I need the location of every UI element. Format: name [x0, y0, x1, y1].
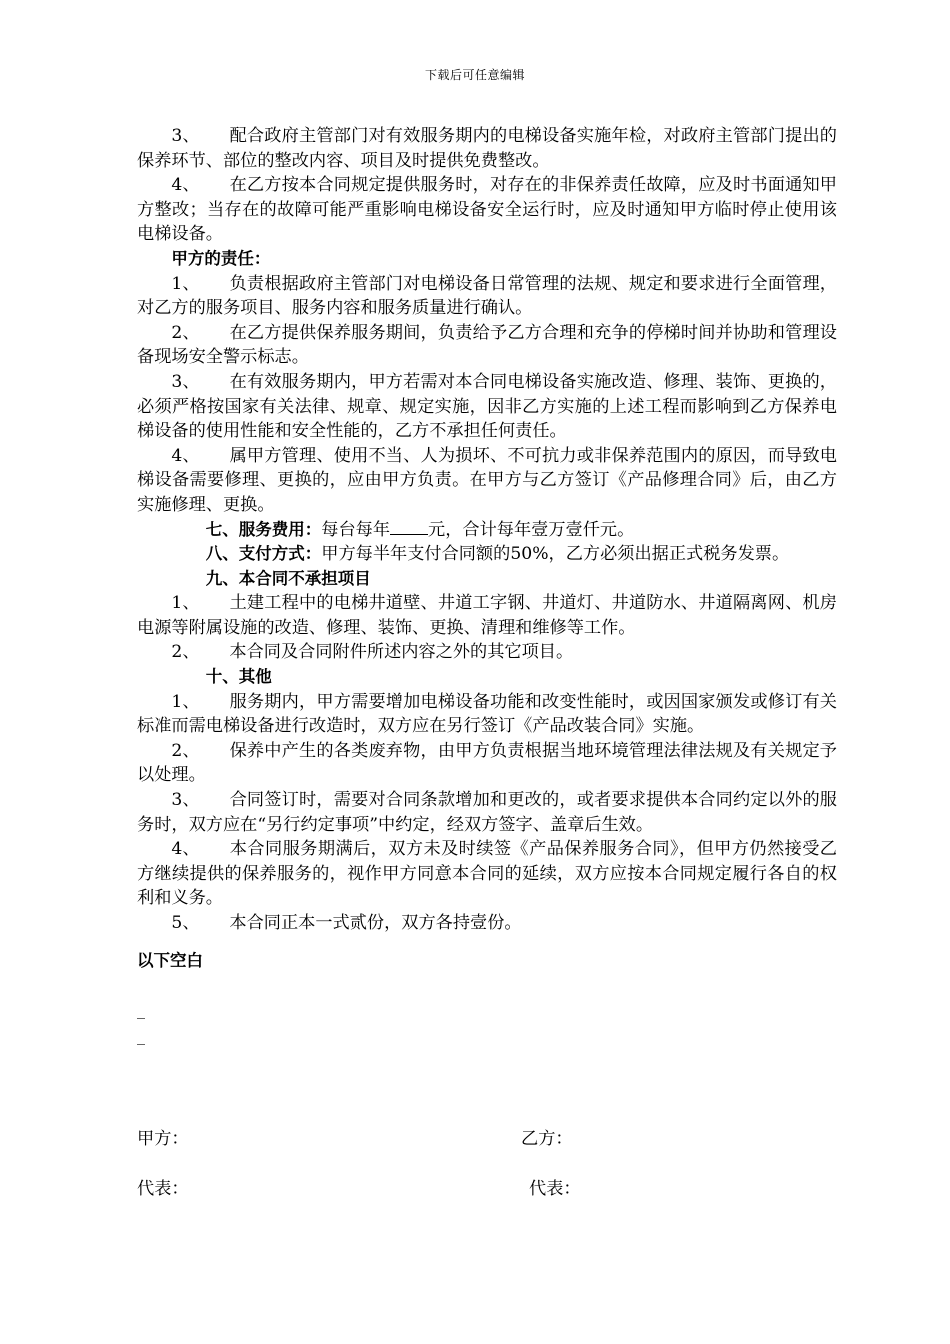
section-8 — [137, 542, 837, 567]
item-text: 在有效服务期内，甲方若需对本合同电梯设备实施改造、修理、装饰、更换的，必须严格按国家有关法律、规章、规定实施，因非乙方实施的上述工程而影响到乙方保养电梯设备的使用性能和安全性能的，乙方不承担任何责任。 — [137, 371, 837, 442]
paragraph — [137, 911, 837, 936]
section-title: 本合同不承担项目 — [238, 568, 371, 588]
section-number: 七、 — [205, 519, 239, 539]
item-number: 1、 — [171, 691, 200, 712]
fee-blank — [390, 519, 428, 535]
page-header: 下载后可任意编辑 — [424, 68, 525, 82]
item-number: 2、 — [171, 740, 200, 761]
party-a-representative-label: 代表： — [137, 1179, 189, 1199]
item-text: 土建工程中的电梯井道壁、井道工字钢、井道灯、井道防水、井道隔离网、机房电源等附属设施的改造、修理、装饰、更换、清理和维修等工作。 — [137, 593, 837, 638]
heading-text: 甲方的责任： — [171, 248, 271, 268]
paragraph — [137, 591, 837, 640]
item-number: 3、 — [171, 371, 200, 392]
item-number: 1、 — [171, 273, 200, 294]
paragraph — [137, 173, 837, 247]
paragraph — [137, 272, 837, 321]
section-9 — [137, 567, 837, 592]
section-10 — [137, 665, 837, 690]
section-number: 九、 — [205, 568, 239, 588]
dash-mark: _ — [137, 1000, 145, 1019]
item-text: 在乙方提供保养服务期间，负责给予乙方合理和充争的停梯时间并协助和管理设备现场安全警示标志。 — [137, 322, 837, 368]
paragraph — [137, 124, 837, 173]
end-mark: 以下空白 — [137, 951, 203, 970]
paragraph — [137, 321, 837, 370]
section-title: 支付方式： — [238, 544, 322, 564]
section-title: 服务费用： — [238, 519, 322, 539]
item-number: 4、 — [171, 175, 200, 196]
section-text: 元，合计每年壹万壹仟元。 — [428, 519, 635, 540]
paragraph — [137, 788, 837, 837]
paragraph — [137, 739, 837, 788]
item-number: 1、 — [171, 593, 200, 614]
contract-body — [137, 124, 837, 936]
item-number: 3、 — [171, 126, 200, 146]
party-b-label: 乙方： — [521, 1129, 573, 1149]
party-b-representative-label: 代表： — [529, 1179, 581, 1199]
item-number: 2、 — [171, 322, 200, 343]
section-heading — [137, 247, 837, 272]
paragraph — [137, 444, 837, 518]
section-text: 甲方每半年支付合同额的50%，乙方必须出据正式税务发票。 — [321, 544, 790, 565]
paragraph — [137, 837, 837, 911]
item-text: 保养中产生的各类废弃物，由甲方负责根据当地环境管理法律法规及有关规定予以处理。 — [137, 740, 837, 786]
section-7 — [137, 518, 837, 543]
item-number: 4、 — [171, 839, 200, 860]
paragraph — [137, 690, 837, 739]
item-text: 本合同及合同附件所述内容之外的其它项目。 — [229, 642, 574, 663]
item-number: 4、 — [171, 445, 200, 466]
party-a-label: 甲方： — [137, 1129, 189, 1149]
item-number: 2、 — [171, 642, 200, 663]
section-number: 八、 — [205, 544, 239, 564]
item-text: 服务期内，甲方需要增加电梯设备功能和改变性能时，或因国家颁发或修订有关标准而需电梯设备进行改造时，双方应在另行签订《产品改装合同》实施。 — [137, 691, 837, 737]
paragraph — [137, 640, 837, 665]
item-text: 本合同服务期满后，双方未及时续签《产品保养服务合同》，但甲方仍然接受乙方继续提供的保养服务的，视作甲方同意本合同的延续，双方应按本合同规定履行各自的权利和义务。 — [137, 839, 837, 909]
item-text: 配合政府主管部门对有效服务期内的电梯设备实施年检，对政府主管部门提出的保养环节、部位的整改内容、项目及时提供免费整改。 — [137, 126, 837, 171]
dash-mark: _ — [137, 1026, 145, 1045]
item-number: 3、 — [171, 790, 200, 811]
item-text: 属甲方管理、使用不当、人为损坏、不可抗力或非保养范围内的原因，而导致电梯设备需要修理、更换的，应由甲方负责。在甲方与乙方签订《产品修理合同》后，由乙方实施修理、更换。 — [137, 445, 837, 515]
item-text: 合同签订时，需要对合同条款增加和更改的，或者要求提供本合同约定以外的服务时，双方应在“另行约定事项”中约定，经双方签字、盖章后生效。 — [137, 790, 837, 835]
section-number: 十、 — [205, 667, 239, 687]
paragraph — [137, 370, 837, 444]
item-text: 本合同正本一式贰份，双方各持壹份。 — [229, 913, 522, 933]
section-title: 其他 — [238, 667, 272, 687]
item-text: 负责根据政府主管部门对电梯设备日常管理的法规、规定和要求进行全面管理，对乙方的服务项目、服务内容和服务质量进行确认。 — [137, 273, 837, 319]
item-text: 在乙方按本合同规定提供服务时，对存在的非保养责任故障，应及时书面通知甲方整改；当存在的故障可能严重影响电梯设备安全运行时，应及时通知甲方临时停止使用该电梯设备。 — [137, 175, 837, 245]
section-text: 每台每年 — [321, 519, 391, 540]
item-number: 5、 — [171, 913, 200, 933]
